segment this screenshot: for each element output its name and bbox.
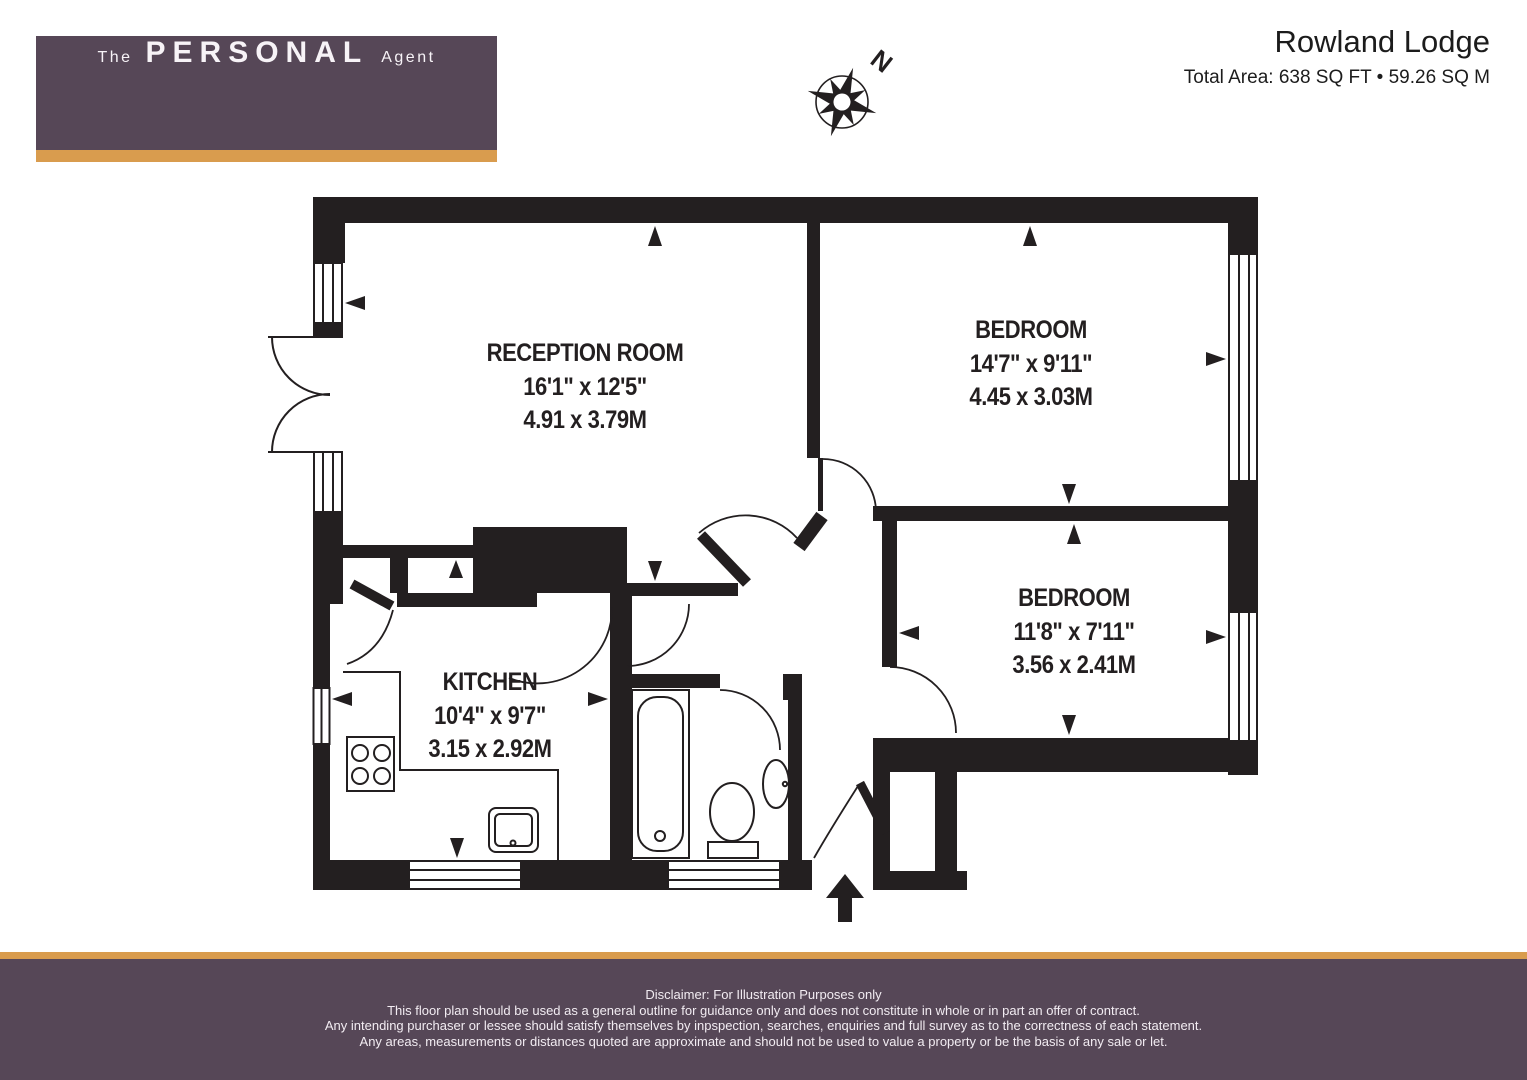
room-label-bedroom-1 bbox=[899, 314, 1163, 415]
window bbox=[1229, 254, 1257, 481]
window bbox=[409, 861, 521, 889]
door-leaf bbox=[701, 535, 747, 583]
room-label-reception bbox=[453, 337, 717, 438]
window bbox=[314, 263, 342, 323]
bathtub-icon bbox=[632, 690, 689, 858]
dimension-arrow bbox=[345, 296, 365, 310]
room-dims-imperial: 10'4" x 9'7" bbox=[434, 701, 546, 730]
dimension-arrow bbox=[1206, 352, 1226, 366]
logo-suffix: Agent bbox=[381, 49, 436, 66]
window bbox=[314, 688, 330, 744]
room-label-kitchen bbox=[358, 666, 622, 767]
dimension-arrow bbox=[1067, 524, 1081, 544]
dimension-arrow bbox=[1206, 630, 1226, 644]
dimension-arrow bbox=[899, 626, 919, 640]
dimension-arrow bbox=[1023, 226, 1037, 246]
logo-name: PERSONAL bbox=[145, 36, 369, 69]
room-dims-imperial: 16'1" x 12'5" bbox=[523, 372, 647, 401]
room-label-bedroom-2 bbox=[942, 582, 1206, 683]
dimension-arrow bbox=[449, 560, 463, 578]
room-dims-metric: 4.91 x 3.79M bbox=[523, 406, 647, 434]
dimension-arrow bbox=[648, 226, 662, 246]
door-arc bbox=[699, 515, 797, 538]
dimension-arrow bbox=[1062, 715, 1076, 735]
french-doors bbox=[268, 337, 343, 452]
door-leaf bbox=[818, 458, 823, 511]
total-area: Total Area: 638 SQ FT • 59.26 SQ M bbox=[1183, 67, 1490, 88]
disclaimer-line: Any intending purchaser or lessee should satisfy themselves by inpspection, searches, enquiries and full survey as to the correctness of each statement. bbox=[324, 1018, 1203, 1033]
window bbox=[1229, 612, 1257, 741]
room-name: BEDROOM bbox=[1018, 584, 1130, 612]
north-label: N bbox=[865, 43, 899, 79]
room-dims-metric: 3.15 x 2.92M bbox=[428, 735, 552, 763]
window bbox=[314, 452, 342, 512]
dimension-arrow bbox=[1062, 484, 1076, 504]
room-name: BEDROOM bbox=[975, 316, 1087, 344]
disclaimer bbox=[0, 959, 1527, 1080]
property-title: Rowland Lodge bbox=[1274, 24, 1490, 59]
room-name: RECEPTION ROOM bbox=[486, 339, 684, 367]
hall-diagonal-wall bbox=[799, 516, 822, 547]
dimension-arrow bbox=[332, 692, 352, 706]
disclaimer-line: This floor plan should be used as a general outline for guidance only and does not constitute in whole or in part an offer of contract. bbox=[387, 1002, 1140, 1018]
door-arc bbox=[627, 604, 689, 666]
bathroom-fixtures bbox=[632, 690, 789, 858]
room-name: KITCHEN bbox=[442, 668, 538, 696]
window bbox=[668, 861, 780, 889]
room-dims-imperial: 11'8" x 7'11" bbox=[1013, 617, 1135, 646]
toilet-icon bbox=[708, 783, 758, 858]
entrance-arrow-icon bbox=[826, 874, 864, 922]
logo-prefix: The bbox=[97, 49, 133, 66]
room-dims-metric: 4.45 x 3.03M bbox=[969, 383, 1093, 411]
door-arc bbox=[814, 786, 858, 858]
disclaimer-line: Any areas, measurements or distances quoted are approximate and should not be used to value a property or be the basis of any sale or let. bbox=[359, 1033, 1168, 1049]
disclaimer-line: Disclaimer: For Illustration Purposes only bbox=[645, 987, 882, 1002]
basin-icon bbox=[763, 760, 789, 808]
door-arc bbox=[347, 610, 393, 664]
dimension-arrow bbox=[648, 561, 662, 581]
room-dims-metric: 3.56 x 2.41M bbox=[1012, 651, 1136, 679]
door-arc bbox=[823, 459, 876, 512]
kitchen-sink-icon bbox=[489, 808, 538, 852]
door-leaf bbox=[352, 584, 392, 606]
footer-gold-bar bbox=[0, 952, 1527, 959]
compass-icon bbox=[797, 57, 888, 148]
dimension-arrow bbox=[450, 838, 464, 858]
room-dims-imperial: 14'7" x 9'11" bbox=[969, 349, 1093, 378]
door-arc bbox=[720, 690, 780, 750]
